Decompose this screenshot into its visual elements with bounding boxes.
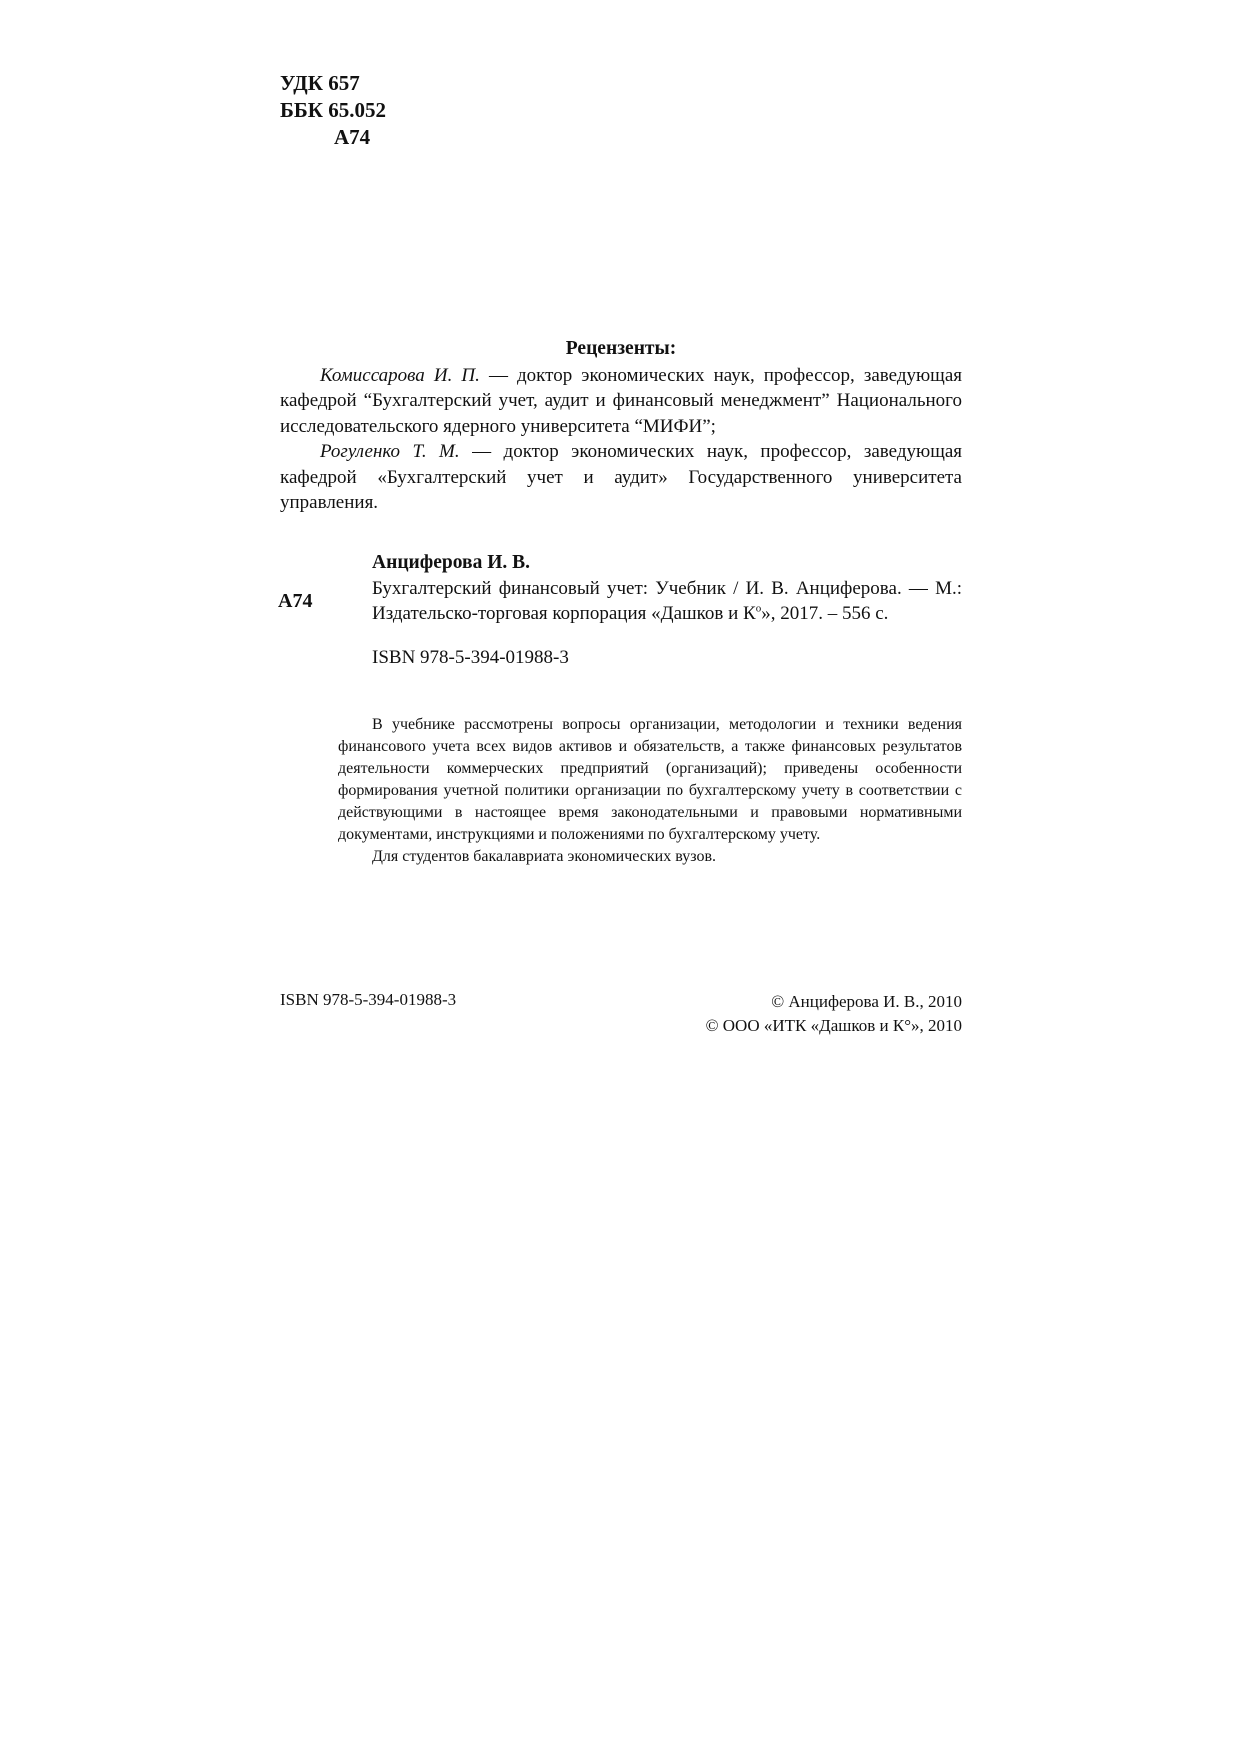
biblio-author: Анциферова И. В. bbox=[372, 552, 530, 573]
annotation-text: В учебнике рассмотрены вопросы организации, методологии и техники ведения финансового учета всех видов активов и обязательств, а также финансовых результатов деятельности коммерческих предприятий (организаций); приведены особенности формирования учетной политики организации по бухгалтерскому учету в соответствии с действующими в настоящее время законодательными и правовыми нормативными документами, инструкциями и положениями по бухгалтерскому учету. bbox=[338, 716, 962, 843]
reviewer-description: — доктор экономических наук, профессор, заведующая кафедрой «Бухгалтерский учет и аудит» Государственного университета управления. bbox=[280, 441, 963, 513]
bbk-code: ББК 65.052 bbox=[280, 98, 386, 122]
author-sign: А74 bbox=[334, 125, 371, 149]
annotation-block bbox=[338, 714, 962, 868]
classification-block bbox=[280, 70, 386, 151]
biblio-isbn: ISBN 978-5-394-01988-3 bbox=[372, 646, 569, 668]
copyright-publisher: © ООО «ИТК «Дашков и К°», 2010 bbox=[705, 1016, 962, 1035]
reviewer-entry bbox=[280, 363, 962, 440]
copyright-author: © Анциферова И. В., 2010 bbox=[771, 992, 962, 1011]
biblio-entry-tail: », 2017. – 556 с. bbox=[761, 603, 889, 624]
reviewers-heading: Рецензенты: bbox=[565, 338, 677, 359]
reviewer-entry bbox=[280, 439, 962, 516]
bibliographic-record bbox=[372, 550, 962, 670]
biblio-entry bbox=[372, 576, 962, 627]
reviewer-name: Рогуленко Т. М. bbox=[320, 441, 460, 462]
udk-code: УДК 657 bbox=[280, 71, 360, 95]
copyright-block bbox=[640, 990, 962, 1038]
reviewer-description: — доктор экономических наук, профессор, заведующая кафедрой “Бухгалтерский учет, аудит и финансовый менеджмент” Национального исследовательского ядерного университета “МИФИ”; bbox=[280, 364, 962, 437]
reviewers-section bbox=[280, 336, 962, 516]
footer-isbn: ISBN 978-5-394-01988-3 bbox=[280, 990, 457, 1009]
biblio-author-sign: А74 bbox=[278, 590, 313, 612]
annotation-audience: Для студентов бакалавриата экономических вузов. bbox=[372, 848, 717, 865]
biblio-entry-superscript: о bbox=[755, 602, 762, 615]
biblio-entry-main: Бухгалтерский финансовый учет: Учебник / И. В. Анциферова. — М.: Издательско-торговая корпорация «Дашков и К bbox=[372, 577, 962, 624]
reviewer-name: Комиссарова И. П. bbox=[320, 364, 480, 386]
